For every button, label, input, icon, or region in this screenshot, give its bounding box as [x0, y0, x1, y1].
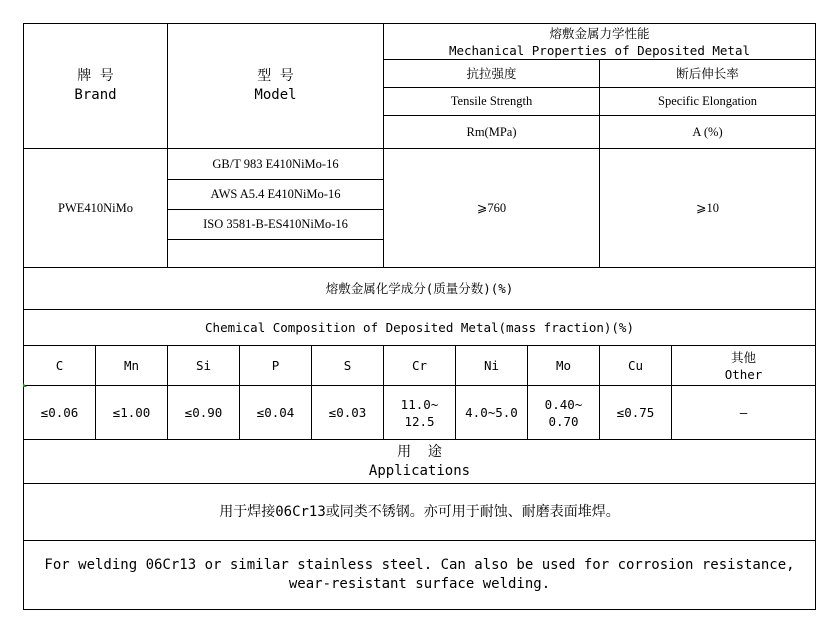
- applications-title-en: Applications: [368, 462, 471, 479]
- value-mo: [528, 386, 600, 440]
- value-cr: [384, 386, 456, 440]
- tensile-unit: Rm(MPa): [384, 116, 600, 149]
- element-cr: Cr: [384, 346, 456, 386]
- applications-title: [24, 440, 816, 484]
- element-p: P: [240, 346, 312, 386]
- element-ni: Ni: [456, 346, 528, 386]
- value-p: ≤0.04: [240, 386, 312, 440]
- value-c: ≤0.06: [24, 386, 96, 440]
- value-ni: 4.0~5.0: [456, 386, 528, 440]
- value-mo-line1: 0.40~: [544, 396, 583, 412]
- spec-sheet: [23, 23, 815, 610]
- element-si: Si: [168, 346, 240, 386]
- applications-text-cn: 用于焊接06Cr13或同类不锈钢。亦可用于耐蚀、耐磨表面堆焊。: [24, 484, 816, 541]
- applications-cn-row: [24, 484, 816, 541]
- header-row-1: [24, 24, 816, 60]
- chem-title-en: Chemical Composition of Deposited Metal(mass fraction)(%): [24, 310, 816, 346]
- model-header-cn: 型 号: [257, 68, 294, 84]
- model-header-en: Model: [254, 87, 297, 103]
- element-mo: Mo: [528, 346, 600, 386]
- chem-title-cn: 熔敷金属化学成分(质量分数)(%): [24, 268, 816, 310]
- model-iso: ISO 3581-B-ES410NiMo-16: [168, 210, 383, 240]
- model-empty: [168, 240, 383, 267]
- applications-en-row: [24, 541, 816, 610]
- element-header-row: [24, 346, 816, 386]
- mech-header-en: Mechanical Properties of Deposited Metal: [448, 42, 751, 58]
- elongation-header-cn: 断后伸长率: [600, 60, 816, 88]
- value-mo-line2: 0.70: [548, 413, 579, 429]
- brand-value: PWE410NiMo: [24, 149, 168, 268]
- element-c: C: [24, 346, 96, 386]
- spec-table: [23, 23, 816, 610]
- element-value-row: [24, 386, 816, 440]
- element-mn: Mn: [96, 346, 168, 386]
- model-aws: AWS A5.4 E410NiMo-16: [168, 180, 383, 210]
- tensile-value: ⩾760: [384, 149, 600, 268]
- brand-header: [24, 24, 168, 149]
- mech-header-cn: 熔敷金属力学性能: [549, 25, 650, 41]
- value-other: —: [672, 386, 816, 440]
- value-cr-line1: 11.0~: [400, 396, 439, 412]
- chem-title-cn-row: [24, 268, 816, 310]
- chem-title-en-row: [24, 310, 816, 346]
- value-mn: ≤1.00: [96, 386, 168, 440]
- value-s: ≤0.03: [312, 386, 384, 440]
- mech-header: [384, 24, 816, 60]
- applications-title-row: [24, 440, 816, 484]
- element-other-en: Other: [724, 366, 763, 382]
- applications-text-en: For welding 06Cr13 or similar stainless steel. Can also be used for corrosion resistance, wear-resistant surface welding.: [24, 541, 816, 610]
- elongation-header-en: Specific Elongation: [600, 88, 816, 116]
- value-cu: ≤0.75: [600, 386, 672, 440]
- applications-title-cn: 用 途: [397, 443, 442, 460]
- element-s: S: [312, 346, 384, 386]
- elongation-unit: A (%): [600, 116, 816, 149]
- product-row: [24, 149, 816, 268]
- brand-header-en: Brand: [74, 87, 117, 103]
- element-other-cn: 其他: [731, 349, 757, 365]
- tensile-header-cn: 抗拉强度: [384, 60, 600, 88]
- value-si: ≤0.90: [168, 386, 240, 440]
- tensile-header-en: Tensile Strength: [384, 88, 600, 116]
- value-cr-line2: 12.5: [404, 413, 435, 429]
- cell-comment-marker: [23, 383, 27, 387]
- brand-header-cn: 牌 号: [77, 68, 114, 84]
- model-gb: GB/T 983 E410NiMo-16: [168, 149, 383, 180]
- elongation-value: ⩾10: [600, 149, 816, 268]
- element-other: [672, 346, 816, 386]
- model-list: [168, 149, 384, 268]
- model-header: [168, 24, 384, 149]
- element-cu: Cu: [600, 346, 672, 386]
